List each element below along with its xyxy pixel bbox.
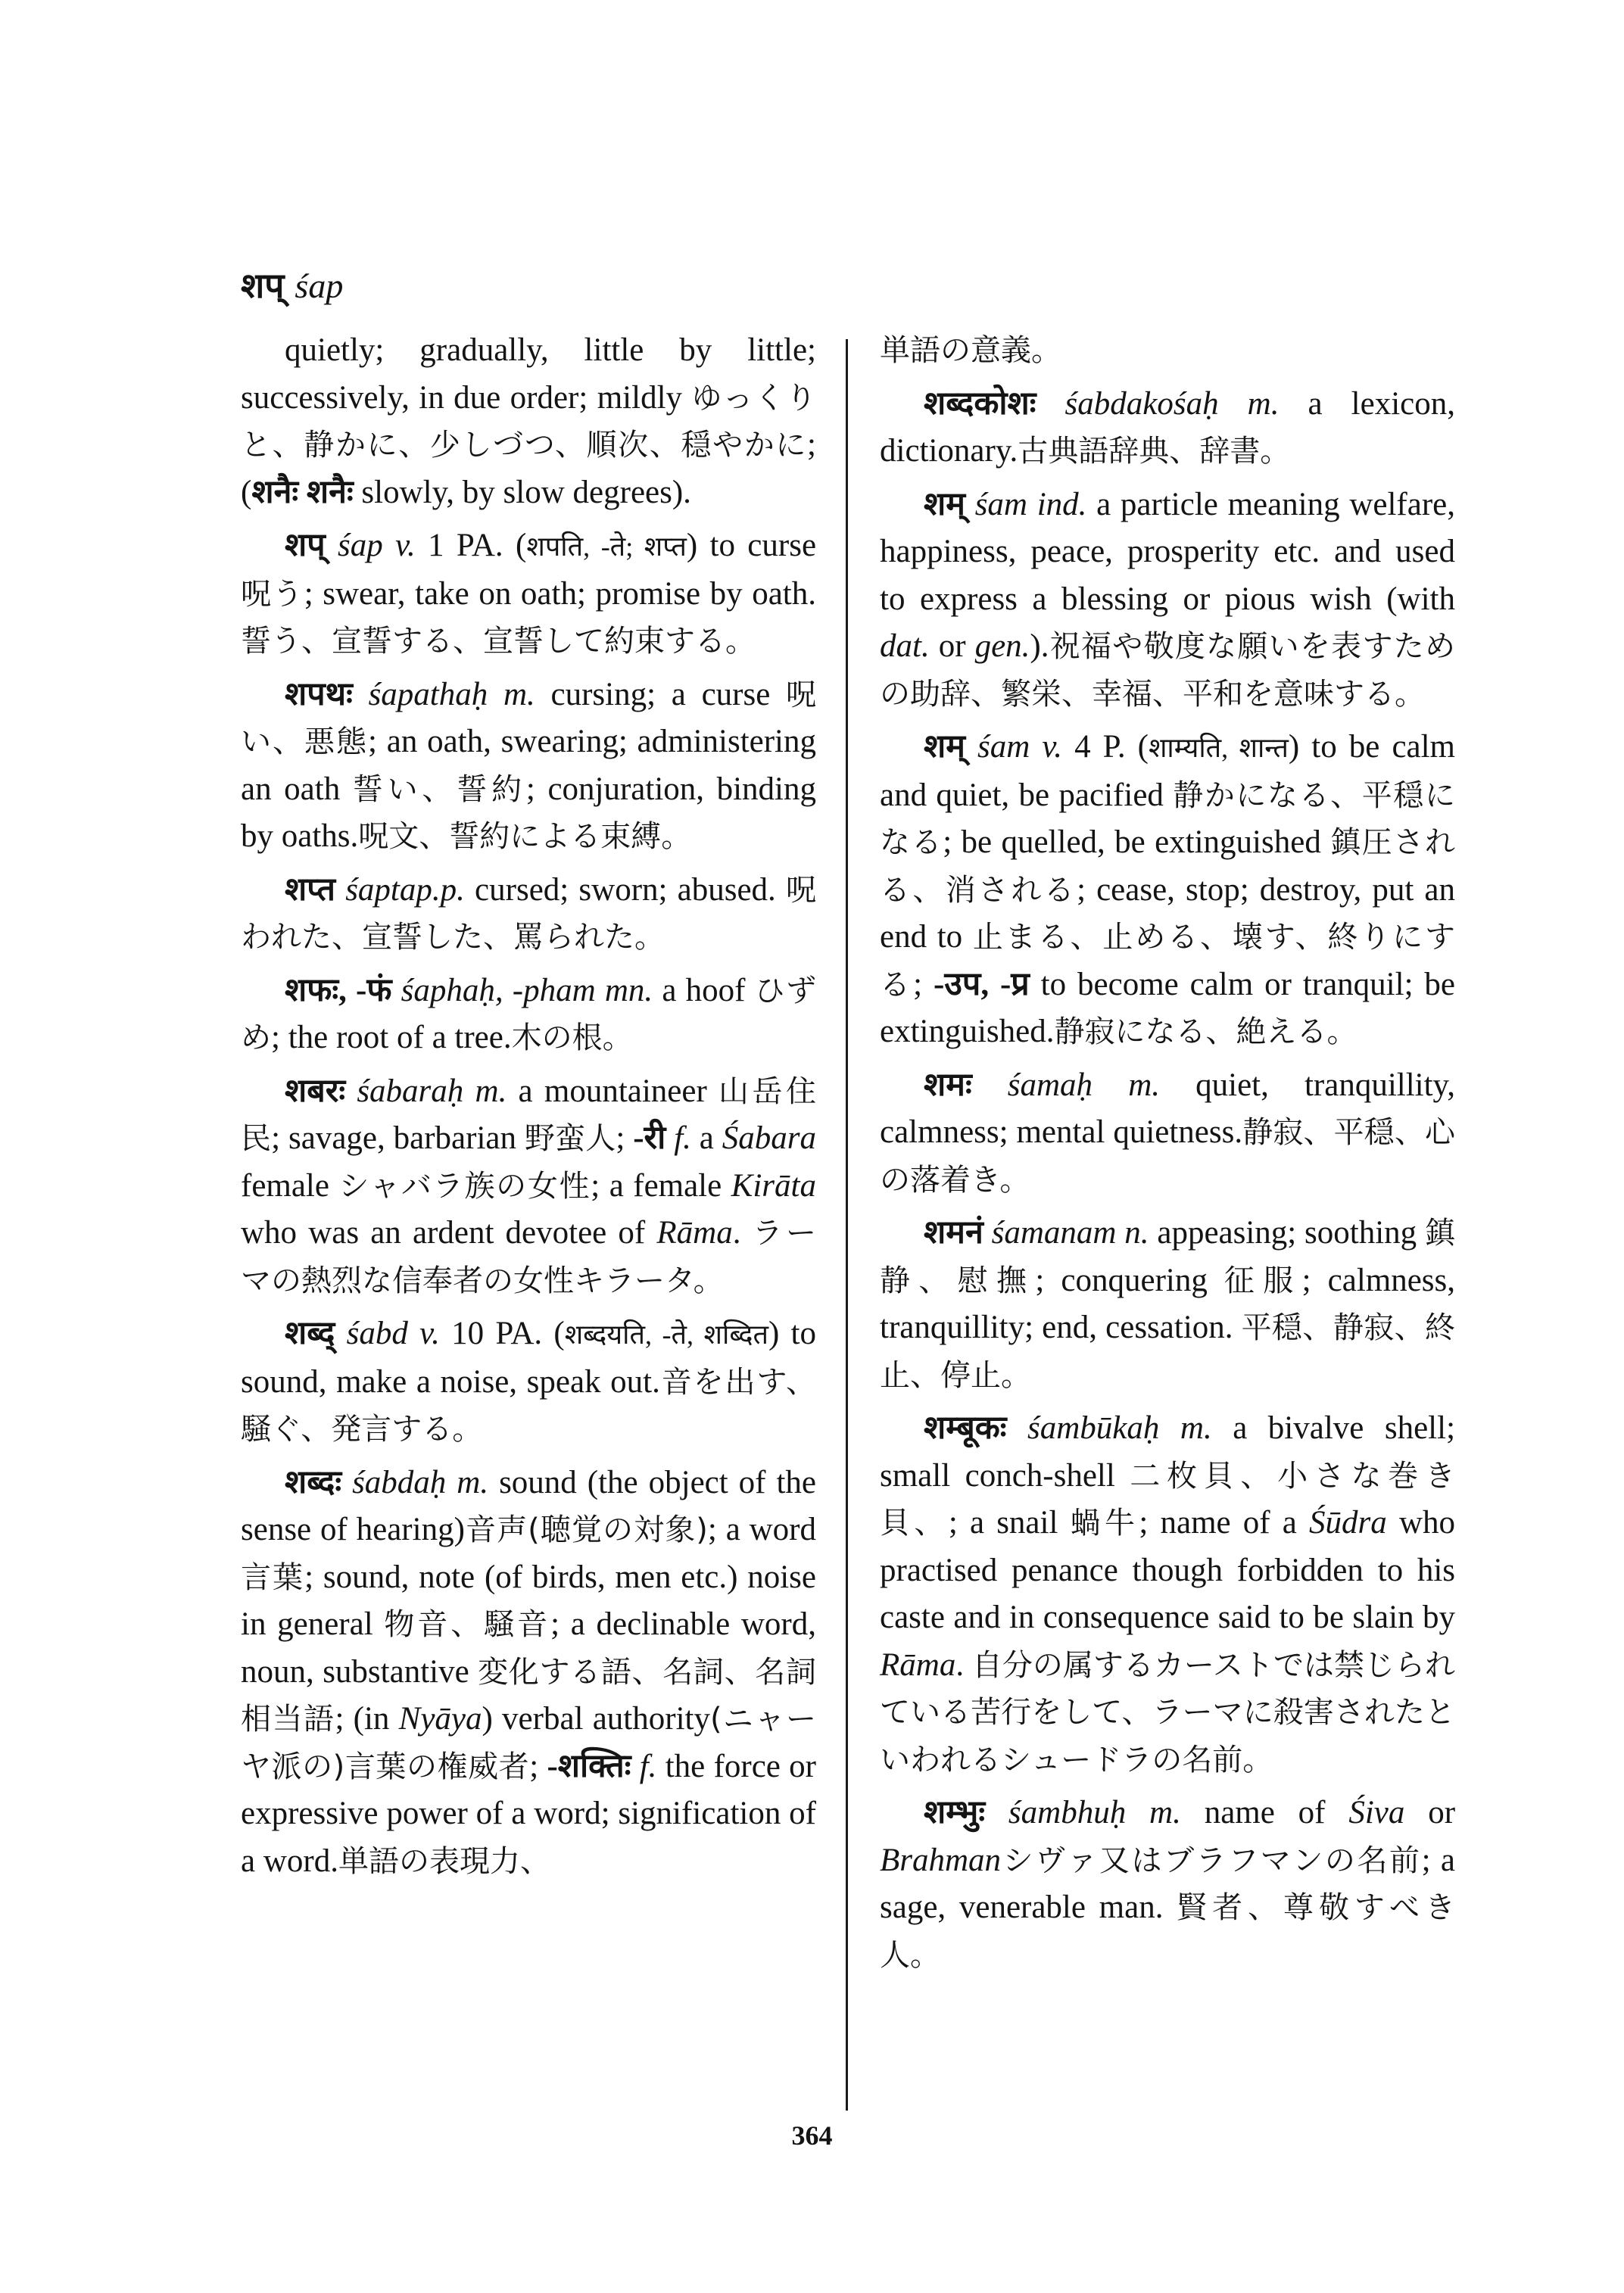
entry-text: 4 P. ( (1062, 729, 1149, 765)
entry-transliteration: Rāma (656, 1215, 733, 1251)
entry-japanese-gloss: 古典語辞典、辞書。 (1018, 434, 1291, 469)
entry-text: name of (1180, 1795, 1349, 1830)
entry-headword: शपथः (285, 676, 353, 712)
entry-text: cursing; a curse (535, 676, 787, 712)
entry-transliteration: śamanam (991, 1215, 1117, 1251)
entry-text: 10 PA. ( (439, 1316, 565, 1351)
entry-text (335, 1316, 346, 1351)
entry-text (1027, 487, 1037, 522)
entry-japanese-gloss: 木の根。 (511, 1020, 633, 1055)
entry-text (1219, 386, 1248, 422)
entry-japanese-gloss: (ニャーヤ派の)言葉の権威者 (241, 1702, 817, 1784)
entry-headword: -शक्तिः (547, 1748, 631, 1784)
entry-text: ; the root of a tree. (271, 1020, 512, 1055)
entry-transliteration: śabdaḥ (352, 1464, 447, 1500)
entry-transliteration: śap (338, 528, 383, 563)
entry-transliteration: śam (974, 486, 1027, 522)
entry-text (1093, 1067, 1128, 1103)
entry-text: a (690, 1120, 722, 1156)
entry-japanese-gloss: 祝福や敬度な願いを表すための助辞、繁栄、幸福、平和を意味する。 (880, 629, 1455, 712)
entry-text: ; sound, note (of birds, men etc.) noise in general (241, 1559, 816, 1642)
entry-japanese-gloss: ひずめ (241, 973, 817, 1055)
entry-text: ) verbal authority (482, 1701, 710, 1737)
entry-japanese-gloss: 呪う (241, 576, 304, 612)
entry-japanese-gloss: 誓い、誓約 (352, 771, 526, 807)
running-head-devanagari: शप् (241, 266, 285, 305)
dictionary-entry (241, 522, 816, 665)
entry-text (408, 1316, 419, 1351)
entry-japanese-gloss: シヴァ又はブラフマンの名前 (1001, 1843, 1422, 1878)
entry-grammar-label: mn. (604, 972, 653, 1008)
entry-text: a lexicon, dictionary. (880, 385, 1456, 469)
entry-headword: शबरः (285, 1073, 346, 1109)
entry-transliteration: śapathaḥ (368, 676, 488, 712)
entry-japanese-gloss: 音声(聴覚の対象) (464, 1513, 708, 1547)
left-column (241, 327, 816, 1891)
entry-grammar-label: m. (1247, 385, 1280, 422)
entry-headword: -उप, -प्र (934, 966, 1030, 1002)
dictionary-entry (880, 1062, 1455, 1204)
entry-transliteration: śambūkaḥ (1027, 1410, 1160, 1446)
entry-text (631, 1749, 639, 1784)
entry-japanese-gloss: 誓う、宣誓する、宣誓して約束する。 (241, 624, 756, 659)
entry-text: ; (616, 1120, 634, 1156)
entry-verb-forms: शाम्यति, शान्त (1148, 733, 1289, 763)
entry-text: a bivalve shell; small conch-shell (880, 1410, 1456, 1494)
entry-text: ; cease, stop; destroy, put an end to (880, 871, 1455, 955)
dictionary-entry (241, 671, 816, 861)
entry-text: ; (913, 966, 934, 1002)
entry-text (665, 1120, 674, 1156)
entry-text (965, 729, 977, 765)
entry-japanese-gloss: 山岳住民 (241, 1073, 816, 1156)
entry-grammar-label: v. (1042, 729, 1063, 765)
entry-text: . (955, 1647, 972, 1683)
dictionary-entry (241, 967, 816, 1062)
dictionary-entry (241, 327, 816, 516)
entry-japanese-gloss: 単語の意義。 (880, 333, 1061, 368)
entry-japanese-gloss: 止まる、止める、壊す、終りにする (880, 920, 1455, 1002)
entry-text (341, 1465, 352, 1500)
entry-japanese-gloss: 鎮圧される、消される (880, 825, 1456, 908)
entry-grammar-label: m. (503, 676, 535, 712)
entry-text: who was an ardent devotee of (241, 1215, 657, 1251)
entry-grammar-label: f. (674, 1120, 691, 1156)
entry-grammar-label: m. (1149, 1795, 1181, 1830)
entry-grammar-label: m. (475, 1073, 507, 1109)
entry-transliteration: Nyāya (398, 1701, 482, 1737)
page-number: 364 (791, 2120, 833, 2151)
entry-japanese-gloss: ゆっくりと、静かに、少しづつ、順次、穏やかに (241, 380, 816, 463)
entry-transliteration: śambhuḥ (1008, 1795, 1127, 1830)
entry-transliteration: śamaḥ (1007, 1067, 1093, 1103)
entry-text: ; (in (335, 1701, 399, 1737)
entry-japanese-gloss: 呪文、誓約による束縛。 (358, 819, 692, 854)
entry-text: a hoof (653, 972, 755, 1008)
entry-japanese-gloss: ラーマの熱烈な信奉者の女性キラータ。 (241, 1216, 817, 1298)
dictionary-entry (880, 724, 1455, 1056)
entry-text: cursed; sworn; abused. (464, 871, 786, 908)
entry-japanese-gloss: 賢者、尊敬すべき人。 (880, 1890, 1456, 1973)
entry-headword: शम्बूकः (924, 1410, 1007, 1446)
entry-grammar-label: gen. (974, 628, 1030, 664)
entry-text: a mountaineer (507, 1073, 719, 1109)
entry-text (391, 973, 401, 1008)
entry-text (985, 1795, 1008, 1830)
dictionary-entry (241, 867, 816, 961)
entry-text: to become calm or tranquil; be extinguished. (880, 966, 1456, 1049)
entry-transliteration: śaphaḥ, -pham (401, 972, 596, 1008)
entry-headword: शनैः शनैः (251, 474, 354, 510)
entry-headword: शम् (924, 729, 965, 765)
entry-japanese-gloss: 二枚貝、小さな巻き貝、 (880, 1458, 1455, 1541)
dictionary-entry (880, 381, 1455, 475)
entry-transliteration: śam (977, 729, 1030, 765)
entry-text: ; a sage, venerable man. (880, 1842, 1455, 1925)
entry-text: ; calmness, tranquillity; end, cessation. (880, 1262, 1456, 1345)
entry-headword: शब्द् (285, 1316, 335, 1351)
entry-text (1036, 386, 1064, 422)
entry-text: . (732, 1215, 753, 1251)
entry-text: ; an oath, swearing; administering an oath (241, 724, 816, 807)
entry-headword: शमनं (924, 1215, 983, 1251)
dictionary-entry (880, 327, 1455, 375)
entry-grammar-label: v. (395, 528, 416, 563)
entry-text (965, 487, 975, 522)
entry-text: ; swear, take on oath; promise by oath. (304, 575, 816, 612)
entry-headword: शब्दकोशः (924, 385, 1036, 422)
entry-grammar-label: m. (457, 1464, 489, 1500)
entry-text: ; a declinable word, noun, substantive (241, 1606, 816, 1690)
entry-japanese-gloss: 征服 (1223, 1263, 1302, 1298)
entry-japanese-gloss: 静寂になる、絶える。 (1054, 1014, 1357, 1049)
entry-headword: शफः, -फं (285, 972, 392, 1008)
entry-japanese-gloss: 自分の属するカーストでは禁じられている苦行をして、ラーマに殺害されたといわれるシュードラの名前。 (880, 1647, 1456, 1777)
entry-text: quietly; gradually, little by little; successively, in due order; mildly (241, 332, 816, 416)
entry-text: ; (529, 1748, 547, 1784)
dictionary-entry (880, 1405, 1455, 1784)
running-head-transliteration: śap (295, 266, 344, 305)
entry-japanese-gloss: 変化する語、名詞、名詞相当語 (241, 1654, 816, 1737)
right-column (880, 327, 1455, 1985)
entry-text (335, 872, 345, 908)
entry-text (353, 677, 369, 712)
entry-text: ; conquering (1035, 1262, 1224, 1298)
entry-transliteration: Śiva (1348, 1795, 1405, 1830)
entry-text (972, 1067, 1008, 1103)
column-divider (846, 339, 848, 2111)
entry-text: ; ( (241, 427, 816, 510)
entry-japanese-gloss: 蝸牛 (1070, 1506, 1139, 1541)
entry-grammar-label: dat. (880, 628, 930, 664)
entry-japanese-gloss: 音を出す、騒ぐ、発言する。 (241, 1364, 816, 1447)
dictionary-entry (880, 1790, 1455, 1979)
entry-japanese-gloss: シャバラ族の女性 (338, 1168, 591, 1204)
entry-transliteration: śapta (345, 871, 416, 908)
dictionary-entry (241, 1310, 816, 1453)
entry-text (1030, 729, 1042, 765)
entry-japanese-gloss: 平穏、静寂、終止、停止。 (880, 1310, 1455, 1393)
dictionary-entry (241, 1068, 816, 1305)
dictionary-entry (880, 1210, 1455, 1399)
entry-text (488, 677, 503, 712)
entry-text: ) to be calm and quiet, be pacified (880, 729, 1456, 813)
entry-text (446, 1465, 457, 1500)
entry-japanese-gloss: 言葉 (241, 1559, 305, 1595)
entry-text: ; a female (591, 1167, 731, 1204)
entry-japanese-gloss: 静寂、平穏、心の落着き。 (880, 1115, 1456, 1198)
entry-headword: शम्भुः (924, 1795, 986, 1830)
entry-text: appeasing; soothing (1149, 1215, 1425, 1251)
entry-verb-forms: शब्दयति, -ते, शब्दित (564, 1319, 768, 1350)
entry-text (596, 973, 605, 1008)
entry-grammar-label: v. (419, 1316, 440, 1351)
entry-grammar-label: ind. (1036, 486, 1087, 522)
entry-text (1126, 1795, 1149, 1830)
entry-grammar-label: m. (1180, 1410, 1212, 1446)
entry-japanese-gloss: 単語の表現力、 (338, 1843, 550, 1879)
entry-headword: शमः (924, 1067, 972, 1103)
entry-japanese-gloss: 呪い、悪態 (241, 677, 817, 759)
entry-text (1159, 1410, 1180, 1446)
entry-text: a particle meaning welfare, happiness, peace, prosperity etc. and used to express a blessing or pious wish (with (880, 486, 1455, 617)
entry-transliteration: śabaraḥ (357, 1073, 464, 1109)
entry-text: sound (the object of the sense of hearing) (241, 1464, 816, 1547)
entry-japanese-gloss: 物音、騒音 (384, 1607, 551, 1642)
entry-text: ; savage, barbarian (271, 1120, 525, 1156)
entry-text: ; a snail (948, 1505, 1071, 1541)
entry-text (1006, 1410, 1027, 1446)
entry-text: or (929, 628, 975, 664)
entry-text (463, 1073, 475, 1109)
entry-text: ) to curse (686, 528, 817, 563)
entry-headword: -री (633, 1120, 666, 1156)
entry-text: or (1404, 1795, 1456, 1830)
entry-headword: शब्दः (285, 1464, 342, 1500)
entry-text: ) to sound, make a noise, speak out. (241, 1316, 816, 1400)
entry-verb-forms: शपति, -ते; शप्त (526, 531, 687, 562)
entry-japanese-gloss: 野蛮人 (524, 1121, 616, 1156)
entry-japanese-gloss: 静かになる、平穏になる (880, 777, 1455, 860)
entry-grammar-label: p.p. (416, 871, 465, 908)
entry-text (383, 528, 395, 563)
entry-transliteration: Śūdra (1309, 1505, 1387, 1541)
entry-text (326, 528, 338, 563)
entry-grammar-label: n. (1124, 1215, 1149, 1251)
entry-text: ; name of a (1139, 1505, 1310, 1541)
entry-transliteration: Brahman (880, 1842, 1002, 1878)
entry-transliteration: Śabara (722, 1120, 817, 1156)
entry-transliteration: śabdakośaḥ (1064, 385, 1219, 422)
entry-text: who practised penance though forbidden to his caste and in consequence said to be slain by (880, 1505, 1455, 1635)
entry-text: the force or expressive power of a word; signification of a word. (241, 1748, 817, 1879)
entry-transliteration: Rāma (880, 1647, 956, 1683)
entry-japanese-gloss: 呪われた、宣誓した、罵られた。 (241, 872, 816, 955)
entry-text: 1 PA. ( (415, 528, 527, 563)
entry-text: slowly, by slow degrees). (353, 474, 691, 510)
dictionary-entry (880, 481, 1455, 718)
entry-transliteration: śabd (346, 1316, 408, 1351)
entry-grammar-label: f. (639, 1748, 657, 1784)
entry-text: ). (1030, 628, 1049, 664)
entry-text (983, 1215, 992, 1251)
entry-grammar-label: m. (1128, 1067, 1160, 1103)
entry-text: ; be quelled, be extinguished (943, 824, 1331, 860)
entry-headword: शप् (285, 528, 326, 563)
entry-transliteration: Kirāta (731, 1167, 816, 1204)
entry-headword: शम् (924, 486, 965, 522)
entry-headword: शप्त (285, 871, 335, 908)
entry-text (345, 1073, 357, 1109)
entry-text (1116, 1215, 1124, 1251)
entry-text: quiet, tranquillity, calmness; mental quietness. (880, 1067, 1456, 1150)
dictionary-entry (241, 1460, 816, 1886)
entry-text: ; a word (707, 1512, 817, 1547)
running-head (241, 263, 343, 309)
entry-text: female (241, 1167, 339, 1204)
entry-japanese-gloss: 鎮静、慰撫 (880, 1216, 1455, 1298)
entry-text: ; conjuration, binding by oaths. (241, 771, 816, 854)
